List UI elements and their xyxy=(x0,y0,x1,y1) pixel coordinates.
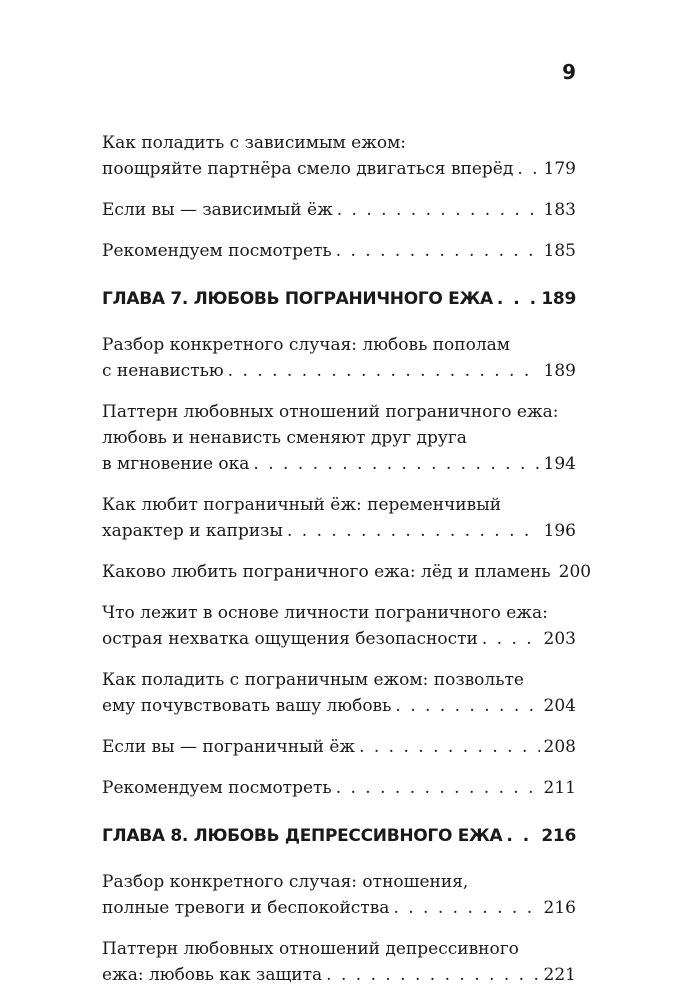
toc-page-number: 221 xyxy=(543,965,576,985)
toc-entry-last-line xyxy=(102,693,576,719)
toc-page-number: 189 xyxy=(541,289,576,309)
toc-entry-last-line xyxy=(102,823,576,849)
toc-entry-last-line xyxy=(102,286,576,312)
toc-entry xyxy=(102,734,576,760)
toc-entry xyxy=(102,600,576,652)
toc-entry-title-line: ему почувствовать вашу любовь xyxy=(102,696,392,716)
dot-leader xyxy=(336,238,540,264)
toc-entry xyxy=(102,559,592,585)
toc-entry xyxy=(102,936,576,988)
toc-entry-title-line: с ненавистью xyxy=(102,361,224,381)
toc-entry-title-line: характер и капризы xyxy=(102,521,283,541)
dot-leader xyxy=(228,358,540,384)
toc-entry-title-line: Разбор конкретного случая: отношения, xyxy=(102,872,469,892)
toc-page-number: 208 xyxy=(543,737,576,757)
toc-page-number: 211 xyxy=(543,778,576,798)
toc-page-number: 203 xyxy=(543,629,576,649)
toc-entry xyxy=(102,197,576,223)
toc-entry xyxy=(102,492,576,544)
dot-leader xyxy=(359,734,539,760)
dot-leader xyxy=(393,895,539,921)
toc-page-number: 183 xyxy=(543,200,576,220)
toc-entry xyxy=(102,130,576,182)
toc-entry-title-line: острая нехватка ощущения безопасности xyxy=(102,629,478,649)
toc-page-number: 204 xyxy=(543,696,576,716)
toc-entry-last-line xyxy=(102,518,576,544)
toc-page-number: 196 xyxy=(543,521,576,541)
toc-entry-title-line: Если вы — зависимый ёж xyxy=(102,200,333,220)
dot-leader xyxy=(517,156,539,182)
toc-page-number: 185 xyxy=(543,241,576,261)
toc-entry-last-line xyxy=(102,626,576,652)
table-of-contents xyxy=(102,130,592,1003)
toc-chapter-heading xyxy=(102,286,576,312)
dot-leader xyxy=(506,823,537,849)
toc-entry-title-line: ГЛАВА 7. ЛЮБОВЬ ПОГРАНИЧНОГО ЕЖА xyxy=(102,289,493,309)
toc-page-number: 200 xyxy=(558,562,592,582)
toc-entry-title-line: ежа: любовь как защита xyxy=(102,965,323,985)
toc-page-number: 216 xyxy=(541,826,576,846)
dot-leader xyxy=(253,451,539,477)
dot-leader xyxy=(395,693,539,719)
toc-entry-title-line: Что лежит в основе личности пограничного ежа: xyxy=(102,603,548,623)
toc-entry xyxy=(102,667,576,719)
page-number: 9 xyxy=(562,60,576,84)
toc-entry-last-line xyxy=(102,775,576,801)
toc-entry-last-line xyxy=(102,156,576,182)
toc-entry xyxy=(102,869,576,921)
toc-entry-title-line: Паттерн любовных отношений пограничного ежа: xyxy=(102,402,559,422)
toc-entry-last-line xyxy=(102,238,576,264)
toc-entry-last-line xyxy=(102,962,576,988)
toc-entry-last-line xyxy=(102,451,576,477)
toc-entry-title-line: Как поладить с зависимым ежом: xyxy=(102,133,407,153)
toc-entry-last-line xyxy=(102,559,592,585)
toc-page-number: 194 xyxy=(543,454,576,474)
dot-leader xyxy=(482,626,540,652)
toc-entry-title-line: Каково любить пограничного ежа: лёд и пламень xyxy=(102,562,551,582)
toc-entry-title-line: Разбор конкретного случая: любовь пополам xyxy=(102,335,511,355)
dot-leader xyxy=(326,962,539,988)
toc-entry-last-line xyxy=(102,358,576,384)
toc-page-number: 216 xyxy=(543,898,576,918)
toc-entry-title-line: в мгновение ока xyxy=(102,454,250,474)
toc-page-number: 189 xyxy=(543,361,576,381)
toc-chapter-heading xyxy=(102,823,576,849)
toc-entry-last-line xyxy=(102,197,576,223)
toc-entry-title-line: поощряйте партнёра смело двигаться вперёд xyxy=(102,159,514,179)
toc-entry-last-line xyxy=(102,895,576,921)
toc-entry-title-line: Если вы — пограничный ёж xyxy=(102,737,356,757)
toc-entry-title-line: Как поладить с пограничным ежом: позвольте xyxy=(102,670,524,690)
dot-leader xyxy=(287,518,540,544)
dot-leader xyxy=(337,197,540,223)
toc-entry xyxy=(102,238,576,264)
toc-entry-title-line: Рекомендуем посмотреть xyxy=(102,241,332,261)
toc-entry xyxy=(102,332,576,384)
dot-leader xyxy=(497,286,538,312)
toc-entry-last-line xyxy=(102,734,576,760)
toc-page-number: 179 xyxy=(543,159,576,179)
toc-entry-title-line: Как любит пограничный ёж: переменчивый xyxy=(102,495,502,515)
toc-entry-title-line: Паттерн любовных отношений депрессивного xyxy=(102,939,519,959)
toc-entry xyxy=(102,399,576,477)
toc-entry-title-line: Рекомендуем посмотреть xyxy=(102,778,332,798)
toc-entry-title-line: ГЛАВА 8. ЛЮБОВЬ ДЕПРЕССИВНОГО ЕЖА xyxy=(102,826,503,846)
dot-leader xyxy=(336,775,540,801)
toc-entry xyxy=(102,775,576,801)
toc-entry-title-line: полные тревоги и беспокойства xyxy=(102,898,390,918)
toc-entry-title-line: любовь и ненависть сменяют друг друга xyxy=(102,428,467,448)
